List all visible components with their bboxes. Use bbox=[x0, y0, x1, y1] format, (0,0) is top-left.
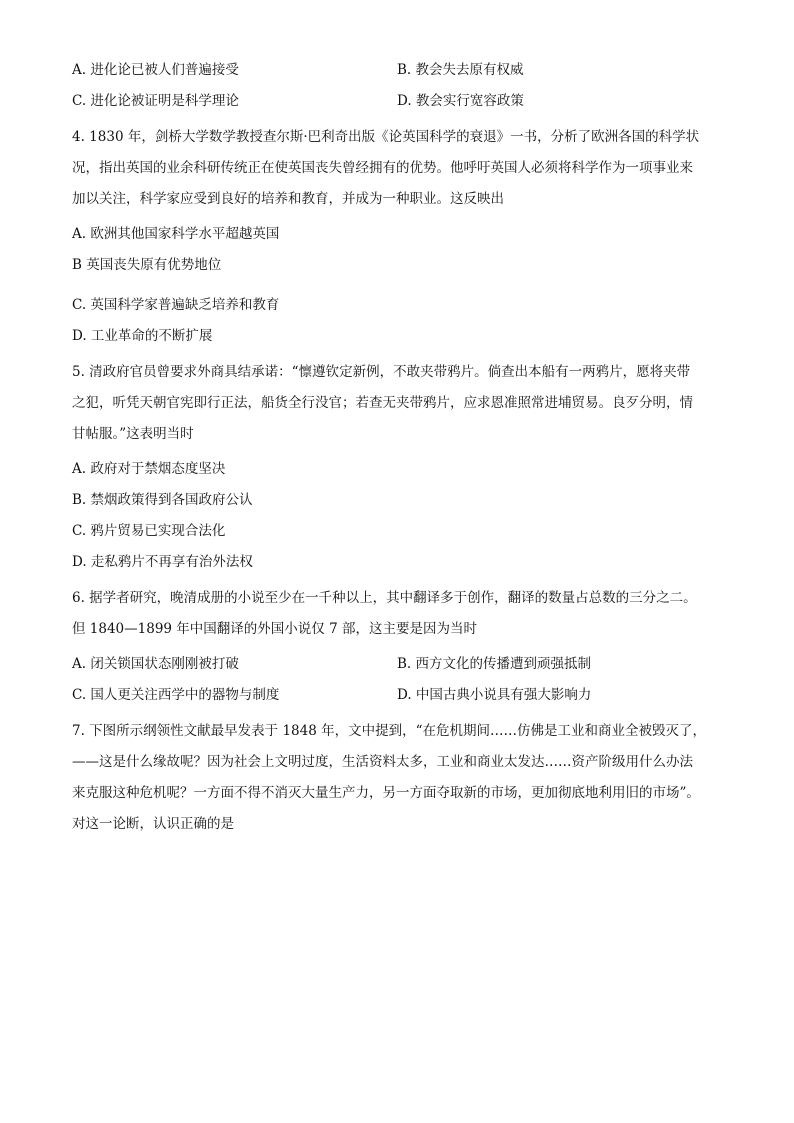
option-b: B. 教会失去原有权威 bbox=[397, 62, 524, 78]
question-6-stem bbox=[72, 583, 722, 645]
stem-line: 之犯，听凭天朝官宪即行正法，船货全行没官；若查无夹带鸦片，应求恩准照常进埔贸易。良歹分明，情 bbox=[72, 395, 693, 411]
stem-line: 5. 清政府官员曾要求外商具结承诺：“懔遵钦定新例，不敢夹带鸦片。倘查出本船有一两鸦片，愿将夹带 bbox=[72, 364, 691, 380]
stem-line: 加以关注，科学家应受到良好的培养和教育，并成为一种职业。这反映出 bbox=[72, 191, 504, 207]
option-a: A. 进化论已被人们普遍接受 bbox=[72, 62, 239, 78]
exam-page bbox=[72, 60, 722, 849]
question-5-option-b: B. 禁烟政策得到各国政府公认 bbox=[72, 492, 253, 508]
stem-line: 但 1840—1899 年中国翻译的外国小说仅 7 部，这主要是因为当时 bbox=[72, 621, 477, 637]
options-row bbox=[72, 91, 722, 111]
option-a: A. 闭关锁国状态刚刚被打破 bbox=[72, 656, 239, 672]
option-d: D. 教会实行宽容政策 bbox=[397, 93, 524, 109]
stem-line: 7. 下图所示纲领性文献最早发表于 1848 年，文中提到，“在危机期间……仿佛是工业和商业全被毁灭了， bbox=[72, 723, 707, 739]
question-6 bbox=[72, 583, 722, 645]
stem-line: 况，指出英国的业余科研传统正在使英国丧失曾经拥有的优势。他呼吁英国人必须将科学作为一项事业来 bbox=[72, 160, 693, 176]
question-3-options bbox=[72, 60, 722, 111]
question-7-stem bbox=[72, 716, 722, 840]
stem-line: 4. 1830 年，剑桥大学数学教授查尔斯·巴利奇出版《论英国科学的衰退》一书，分析了欧洲各国的科学状 bbox=[72, 129, 700, 145]
question-5-option-c: C. 鸦片贸易已实现合法化 bbox=[72, 523, 226, 539]
question-7 bbox=[72, 716, 722, 840]
question-5 bbox=[72, 357, 722, 450]
stem-line: 来克服这种危机呢？一方面不得不消灭大量生产力，另一方面夺取新的市场，更加彻底地利用旧的市场”。 bbox=[72, 785, 700, 801]
question-4 bbox=[72, 122, 722, 215]
stem-line: 甘帖服。”这表明当时 bbox=[72, 426, 194, 442]
options-row bbox=[72, 654, 722, 674]
option-c: C. 进化论被证明是科学理论 bbox=[72, 93, 239, 109]
question-4-option-a: A. 欧洲其他国家科学水平超越英国 bbox=[72, 226, 280, 242]
question-4-option-c: C. 英国科学家普遍缺乏培养和教育 bbox=[72, 297, 280, 313]
options-row bbox=[72, 685, 722, 705]
stem-line: ——这是什么缘故呢？因为社会上文明过度，生活资料太多，工业和商业太发达……资产阶级用什么办法 bbox=[72, 754, 693, 770]
option-c: C. 国人更关注西学中的器物与制度 bbox=[72, 687, 280, 703]
question-5-option-a: A. 政府对于禁烟态度坚决 bbox=[72, 461, 226, 477]
stem-line: 6. 据学者研究，晚清成册的小说至少在一千种以上，其中翻译多于创作，翻译的数量占总数的三分之二。 bbox=[72, 590, 697, 606]
question-5-option-d: D. 走私鸦片不再享有治外法权 bbox=[72, 554, 253, 570]
option-d: D. 中国古典小说具有强大影响力 bbox=[397, 687, 592, 703]
stem-line: 对这一论断，认识正确的是 bbox=[72, 816, 234, 832]
question-5-stem bbox=[72, 357, 722, 450]
question-4-option-b: B 英国丧失原有优势地位 bbox=[72, 257, 222, 273]
options-row bbox=[72, 60, 722, 80]
question-4-stem bbox=[72, 122, 722, 215]
question-6-options bbox=[72, 654, 722, 705]
option-b: B. 西方文化的传播遭到顽强抵制 bbox=[397, 656, 592, 672]
question-4-option-d: D. 工业革命的不断扩展 bbox=[72, 328, 213, 344]
